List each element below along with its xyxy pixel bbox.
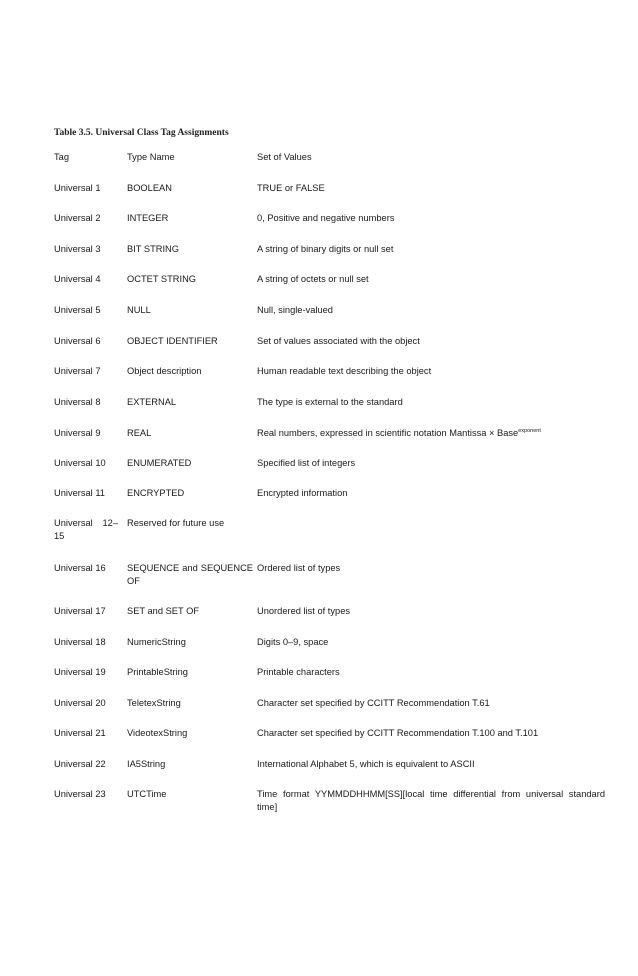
row-type-name: SEQUENCE and SEQUENCE OF (127, 563, 253, 586)
row-type-name: Reserved for future use (127, 518, 225, 528)
row-tag: Universal 3 (54, 244, 101, 254)
row-values: Encrypted information (257, 488, 348, 498)
exponent-superscript: exponent (518, 428, 541, 434)
row-values: Unordered list of types (257, 606, 351, 616)
row-tag: Universal 2 (54, 213, 101, 223)
row-values-text: Real numbers, expressed in scientific notation Mantissa × Base (257, 428, 519, 438)
row-type-name: BOOLEAN (127, 183, 172, 193)
row-type-name: BIT STRING (127, 244, 179, 254)
row-values: Printable characters (257, 667, 340, 677)
row-type-name: UTCTime (127, 789, 167, 799)
row-values: Human readable text describing the object (257, 366, 432, 376)
row-type-name: OBJECT IDENTIFIER (127, 336, 218, 346)
row-values: TRUE or FALSE (257, 183, 325, 193)
row-type-name: REAL (127, 428, 152, 438)
row-type-name: NumericString (127, 637, 186, 647)
row-type-name: PrintableString (127, 667, 188, 677)
row-tag: Universal 16 (54, 563, 106, 573)
row-values: Time format YYMMDDHHMM[SS][local time differential from universal standard time] (257, 789, 605, 812)
row-type-name: ENCRYPTED (127, 488, 185, 498)
row-type-name: VideotexString (127, 728, 188, 738)
row-tag: Universal 23 (54, 789, 106, 799)
row-type-name: ENUMERATED (127, 458, 192, 468)
row-tag: Universal 5 (54, 305, 101, 315)
row-values: Set of values associated with the object (257, 336, 420, 346)
row-type-name: IA5String (127, 759, 166, 769)
row-type-name: OCTET STRING (127, 274, 197, 284)
row-tag: Universal 6 (54, 336, 101, 346)
row-values: International Alphabet 5, which is equivalent to ASCII (257, 759, 475, 769)
row-type-name: EXTERNAL (127, 397, 177, 407)
row-tag: Universal 12–15 (54, 518, 118, 541)
row-values: The type is external to the standard (257, 397, 403, 407)
row-values: Character set specified by CCITT Recommendation T.61 (257, 698, 490, 708)
row-type-name: SET and SET OF (127, 606, 199, 616)
row-tag: Universal 11 (54, 488, 105, 498)
row-tag: Universal 8 (54, 397, 101, 407)
row-values: Ordered list of types (257, 563, 341, 573)
header-tag: Tag (54, 152, 69, 162)
row-values: Digits 0–9, space (257, 637, 329, 647)
row-values: Null, single-valued (257, 305, 333, 315)
row-tag: Universal 7 (54, 366, 101, 376)
row-values: Character set specified by CCITT Recommendation T.100 and T.101 (257, 728, 539, 738)
row-tag: Universal 22 (54, 759, 106, 769)
row-values (257, 427, 605, 440)
row-values: A string of octets or null set (257, 274, 369, 284)
row-values: Specified list of integers (257, 458, 356, 468)
row-type-name: TeletexString (127, 698, 181, 708)
row-values: 0, Positive and negative numbers (257, 213, 395, 223)
row-tag: Universal 18 (54, 637, 106, 647)
header-type-name: Type Name (127, 152, 175, 162)
row-tag: Universal 20 (54, 698, 106, 708)
row-tag: Universal 17 (54, 606, 106, 616)
row-tag: Universal 10 (54, 458, 106, 468)
row-tag: Universal 4 (54, 274, 101, 284)
table-caption: Table 3.5. Universal Class Tag Assignments (54, 128, 229, 138)
row-tag: Universal 9 (54, 428, 101, 438)
row-type-name: INTEGER (127, 213, 169, 223)
row-type-name: Object description (127, 366, 202, 376)
row-values: A string of binary digits or null set (257, 244, 394, 254)
header-set-of-values: Set of Values (257, 152, 312, 162)
row-tag: Universal 1 (54, 183, 101, 193)
row-tag: Universal 19 (54, 667, 106, 677)
row-type-name: NULL (127, 305, 151, 315)
row-tag: Universal 21 (54, 728, 106, 738)
